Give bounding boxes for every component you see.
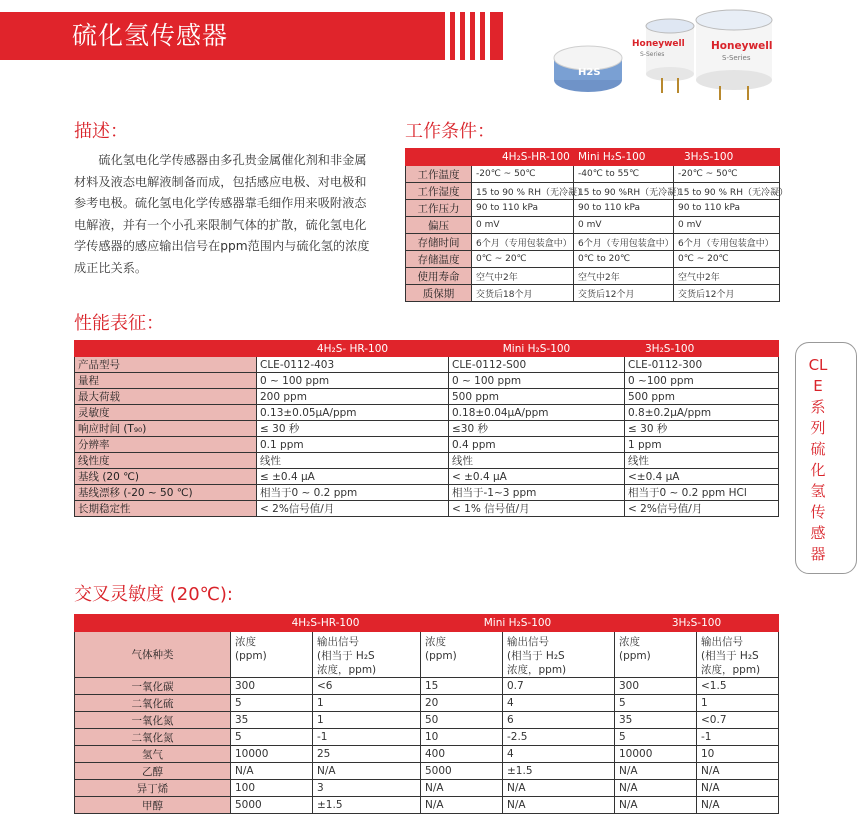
signal-header: 输出信号 (相当于 H₂S 浓度，ppm) — [313, 632, 421, 678]
table-header-row — [406, 149, 780, 166]
table-cell: 500 ppm — [449, 389, 625, 405]
cross-sensitivity-table — [74, 614, 779, 814]
table-cell: 3 — [313, 780, 421, 797]
header-cell: 4H₂S- HR-100 — [257, 341, 449, 357]
table-row — [406, 268, 780, 285]
table-cell: 15 to 90 % RH（无冷凝） — [472, 183, 574, 200]
table-cell: 0 mV — [574, 217, 674, 234]
table-row — [75, 780, 779, 797]
table-row — [75, 357, 779, 373]
row-label: 工作温度 — [406, 166, 472, 183]
table-cell: 4 — [503, 746, 615, 763]
table-cell: 0 ~ 100 ppm — [257, 373, 449, 389]
table-cell: 空气中2年 — [674, 268, 780, 285]
table-cell: 500 ppm — [625, 389, 779, 405]
table-cell: N/A — [313, 763, 421, 780]
table-cell: 100 — [231, 780, 313, 797]
table-cell: 1 ppm — [625, 437, 779, 453]
concentration-header: 浓度 (ppm) — [421, 632, 503, 678]
table-cell: 0.4 ppm — [449, 437, 625, 453]
gas-type-header: 气体种类 — [75, 632, 231, 678]
table-cell: 相当于0 ~ 0.2 ppm HCl — [625, 485, 779, 501]
work-conditions-heading: 工作条件： — [405, 121, 495, 142]
table-cell: 空气中2年 — [472, 268, 574, 285]
table-cell: 5 — [615, 695, 697, 712]
sensor-brand-logo: Honeywell — [711, 40, 773, 52]
table-cell: < 2%信号值/月 — [257, 501, 449, 517]
row-label: 异丁烯 — [75, 780, 231, 797]
table-cell: 35 — [615, 712, 697, 729]
table-subheader-row — [75, 632, 779, 678]
banner-stripe — [455, 12, 460, 60]
row-label: 分辨率 — [75, 437, 257, 453]
row-label: 产品型号 — [75, 357, 257, 373]
sensor-label: H2S — [578, 67, 601, 78]
table-cell: 0℃ to 20℃ — [574, 251, 674, 268]
table-cell: < 2%信号值/月 — [625, 501, 779, 517]
table-row — [406, 217, 780, 234]
table-cell: 90 to 110 kPa — [574, 200, 674, 217]
table-cell: ≤ 30 秒 — [625, 421, 779, 437]
table-row — [75, 678, 779, 695]
header-cell: 3H₂S-100 — [674, 149, 780, 166]
table-cell: 0.13±0.05μA/ppm — [257, 405, 449, 421]
table-cell: 0.1 ppm — [257, 437, 449, 453]
table-row — [75, 437, 779, 453]
table-cell: 0 mV — [472, 217, 574, 234]
table-row — [75, 389, 779, 405]
table-cell: 20 — [421, 695, 503, 712]
table-row — [75, 729, 779, 746]
performance-heading: 性能表征： — [74, 313, 164, 334]
table-cell: 线性 — [257, 453, 449, 469]
sensor-brand-logo: Honeywell — [632, 39, 685, 49]
performance-table — [74, 340, 779, 517]
table-cell: 6个月（专用包装盒中） — [674, 234, 780, 251]
header-cell — [75, 341, 257, 357]
table-cell: 15 to 90 % RH（无冷凝） — [674, 183, 780, 200]
table-row — [75, 421, 779, 437]
table-cell: 相当于0 ~ 0.2 ppm — [257, 485, 449, 501]
table-cell: 90 to 110 kPa — [472, 200, 574, 217]
table-cell: 35 — [231, 712, 313, 729]
table-row — [406, 234, 780, 251]
row-label: 最大荷载 — [75, 389, 257, 405]
table-row — [75, 405, 779, 421]
work-conditions-table — [405, 148, 788, 302]
table-cell: N/A — [503, 780, 615, 797]
table-cell: N/A — [231, 763, 313, 780]
table-row — [75, 501, 779, 517]
table-cell: 10 — [421, 729, 503, 746]
table-cell: 0.18±0.04μA/ppm — [449, 405, 625, 421]
table-cell: N/A — [615, 797, 697, 814]
table-cell: N/A — [615, 780, 697, 797]
table-cell: 10000 — [615, 746, 697, 763]
table-row — [406, 166, 780, 183]
row-label: 质保期 — [406, 285, 472, 302]
table-cell: N/A — [503, 797, 615, 814]
table-cell: N/A — [697, 780, 779, 797]
header-cell: Mini H₂S-100 — [449, 341, 625, 357]
row-label: 长期稳定性 — [75, 501, 257, 517]
table-row — [75, 746, 779, 763]
table-cell: 交货后12个月 — [674, 285, 780, 302]
row-label: 存储时间 — [406, 234, 472, 251]
table-cell: 6 — [503, 712, 615, 729]
table-cell: <±0.4 μA — [625, 469, 779, 485]
table-cell: ±1.5 — [313, 797, 421, 814]
table-cell: 90 to 110 kPa — [674, 200, 780, 217]
table-cell: -1 — [697, 729, 779, 746]
header-cell — [75, 615, 231, 632]
cross-sensitivity-heading: 交叉灵敏度 (20℃): — [74, 584, 233, 605]
table-row — [75, 797, 779, 814]
row-label: 一氧化碳 — [75, 678, 231, 695]
banner-stripe — [485, 12, 490, 60]
table-cell: 交货后12个月 — [574, 285, 674, 302]
table-cell: 5 — [615, 729, 697, 746]
table-cell: < 1% 信号值/月 — [449, 501, 625, 517]
table-cell: <1.5 — [697, 678, 779, 695]
banner-stripe — [445, 12, 450, 60]
table-row — [406, 200, 780, 217]
table-cell: ≤30 秒 — [449, 421, 625, 437]
table-cell: 交货后18个月 — [472, 285, 574, 302]
table-cell: 10 — [697, 746, 779, 763]
row-label: 存储温度 — [406, 251, 472, 268]
row-label: 基线漂移 (-20 ~ 50 ℃) — [75, 485, 257, 501]
description-text — [74, 150, 372, 279]
table-cell: <6 — [313, 678, 421, 695]
table-cell: <0.7 — [697, 712, 779, 729]
table-cell: N/A — [697, 763, 779, 780]
description-heading: 描述： — [74, 121, 128, 142]
row-label: 灵敏度 — [75, 405, 257, 421]
table-cell: -20℃ ~ 50℃ — [674, 166, 780, 183]
table-cell: 相当于-1~3 ppm — [449, 485, 625, 501]
concentration-header: 浓度 (ppm) — [231, 632, 313, 678]
row-label: 甲醇 — [75, 797, 231, 814]
table-cell: 4 — [503, 695, 615, 712]
table-cell: 0 mV — [674, 217, 780, 234]
table-cell: -20℃ ~ 50℃ — [472, 166, 574, 183]
row-label: 工作压力 — [406, 200, 472, 217]
table-cell: CLE-0112-300 — [625, 357, 779, 373]
table-cell: 50 — [421, 712, 503, 729]
header-cell — [406, 149, 472, 166]
banner-stripe — [475, 12, 480, 60]
row-label: 响应时间 (T₉₀) — [75, 421, 257, 437]
row-label: 二氧化硫 — [75, 695, 231, 712]
table-cell: -40℃ to 55℃ — [574, 166, 674, 183]
table-row — [406, 183, 780, 200]
table-cell: N/A — [697, 797, 779, 814]
table-cell: 15 — [421, 678, 503, 695]
table-cell: 400 — [421, 746, 503, 763]
signal-header: 输出信号 (相当于 H₂S 浓度，ppm) — [503, 632, 615, 678]
table-row — [75, 373, 779, 389]
page-title: 硫化氢传感器 — [72, 21, 229, 50]
table-cell: 5 — [231, 695, 313, 712]
table-cell: 6个月（专用包装盒中） — [574, 234, 674, 251]
table-cell: 0.7 — [503, 678, 615, 695]
header-cell: 3H₂S-100 — [615, 615, 779, 632]
table-cell: -1 — [313, 729, 421, 746]
table-row — [75, 485, 779, 501]
table-cell: CLE-0112-S00 — [449, 357, 625, 373]
row-label: 线性度 — [75, 453, 257, 469]
row-label: 二氧化氮 — [75, 729, 231, 746]
sensor-series: S-Series — [722, 54, 751, 62]
table-row — [406, 285, 780, 302]
table-cell: ±1.5 — [503, 763, 615, 780]
table-cell: 5 — [231, 729, 313, 746]
table-cell: 15 to 90 %RH（无冷凝） — [574, 183, 674, 200]
row-label: 量程 — [75, 373, 257, 389]
row-label: 工作湿度 — [406, 183, 472, 200]
table-cell: 1 — [697, 695, 779, 712]
table-cell: ≤ ±0.4 μA — [257, 469, 449, 485]
table-cell: 线性 — [625, 453, 779, 469]
table-cell: CLE-0112-403 — [257, 357, 449, 373]
table-cell: 0℃ ~ 20℃ — [674, 251, 780, 268]
header-cell: 4H₂S-HR-100 — [231, 615, 421, 632]
row-label: 基线 (20 ℃) — [75, 469, 257, 485]
table-cell: 5000 — [231, 797, 313, 814]
row-label: 使用寿命 — [406, 268, 472, 285]
table-cell: < ±0.4 μA — [449, 469, 625, 485]
table-row — [75, 712, 779, 729]
table-cell: 空气中2年 — [574, 268, 674, 285]
sensor-series: S-Series — [640, 51, 665, 58]
header-cell: 4H₂S-HR-100 — [472, 149, 574, 166]
side-tab-label: CLE系列硫化氢传感器 — [808, 356, 828, 563]
row-label: 乙醇 — [75, 763, 231, 780]
table-cell: 25 — [313, 746, 421, 763]
table-cell: 0 ~100 ppm — [625, 373, 779, 389]
description-paragraph: 硫化氢电化学传感器由多孔贵金属催化剂和非金属材料及液态电解液制备而成，包括感应电极、对电极和参考电极。硫化氢电化学传感器靠毛细作用来吸附液态电解液，并有一个小孔来限制气体的扩散，硫化氢电化学传感器的感应输出信号在ppm范围内与硫化氢的浓度成正比关系。 — [74, 153, 370, 275]
row-label: 偏压 — [406, 217, 472, 234]
table-cell: 5000 — [421, 763, 503, 780]
table-header-row — [75, 615, 779, 632]
table-cell: 0.8±0.2μA/ppm — [625, 405, 779, 421]
table-cell: ≤ 30 秒 — [257, 421, 449, 437]
table-cell: 1 — [313, 712, 421, 729]
signal-header: 输出信号 (相当于 H₂S 浓度，ppm) — [697, 632, 779, 678]
table-row — [75, 469, 779, 485]
table-cell: 200 ppm — [257, 389, 449, 405]
table-cell: 6个月（专用包装盒中） — [472, 234, 574, 251]
table-cell: 线性 — [449, 453, 625, 469]
table-cell: 0 ~ 100 ppm — [449, 373, 625, 389]
table-header-row — [75, 341, 779, 357]
header-cell: 3H₂S-100 — [625, 341, 779, 357]
table-cell: N/A — [421, 797, 503, 814]
concentration-header: 浓度 (ppm) — [615, 632, 697, 678]
row-label: 一氧化氮 — [75, 712, 231, 729]
table-cell: 300 — [231, 678, 313, 695]
table-cell: 300 — [615, 678, 697, 695]
header-cell: Mini H₂S-100 — [421, 615, 615, 632]
banner-stripe — [465, 12, 470, 60]
row-label: 氢气 — [75, 746, 231, 763]
table-cell: -2.5 — [503, 729, 615, 746]
header-cell: Mini H₂S-100 — [574, 149, 674, 166]
table-row — [406, 251, 780, 268]
table-cell: 1 — [313, 695, 421, 712]
table-cell: 0℃ ~ 20℃ — [472, 251, 574, 268]
table-row — [75, 763, 779, 780]
table-cell: N/A — [421, 780, 503, 797]
table-row — [75, 695, 779, 712]
table-cell: 10000 — [231, 746, 313, 763]
table-cell: N/A — [615, 763, 697, 780]
table-row — [75, 453, 779, 469]
